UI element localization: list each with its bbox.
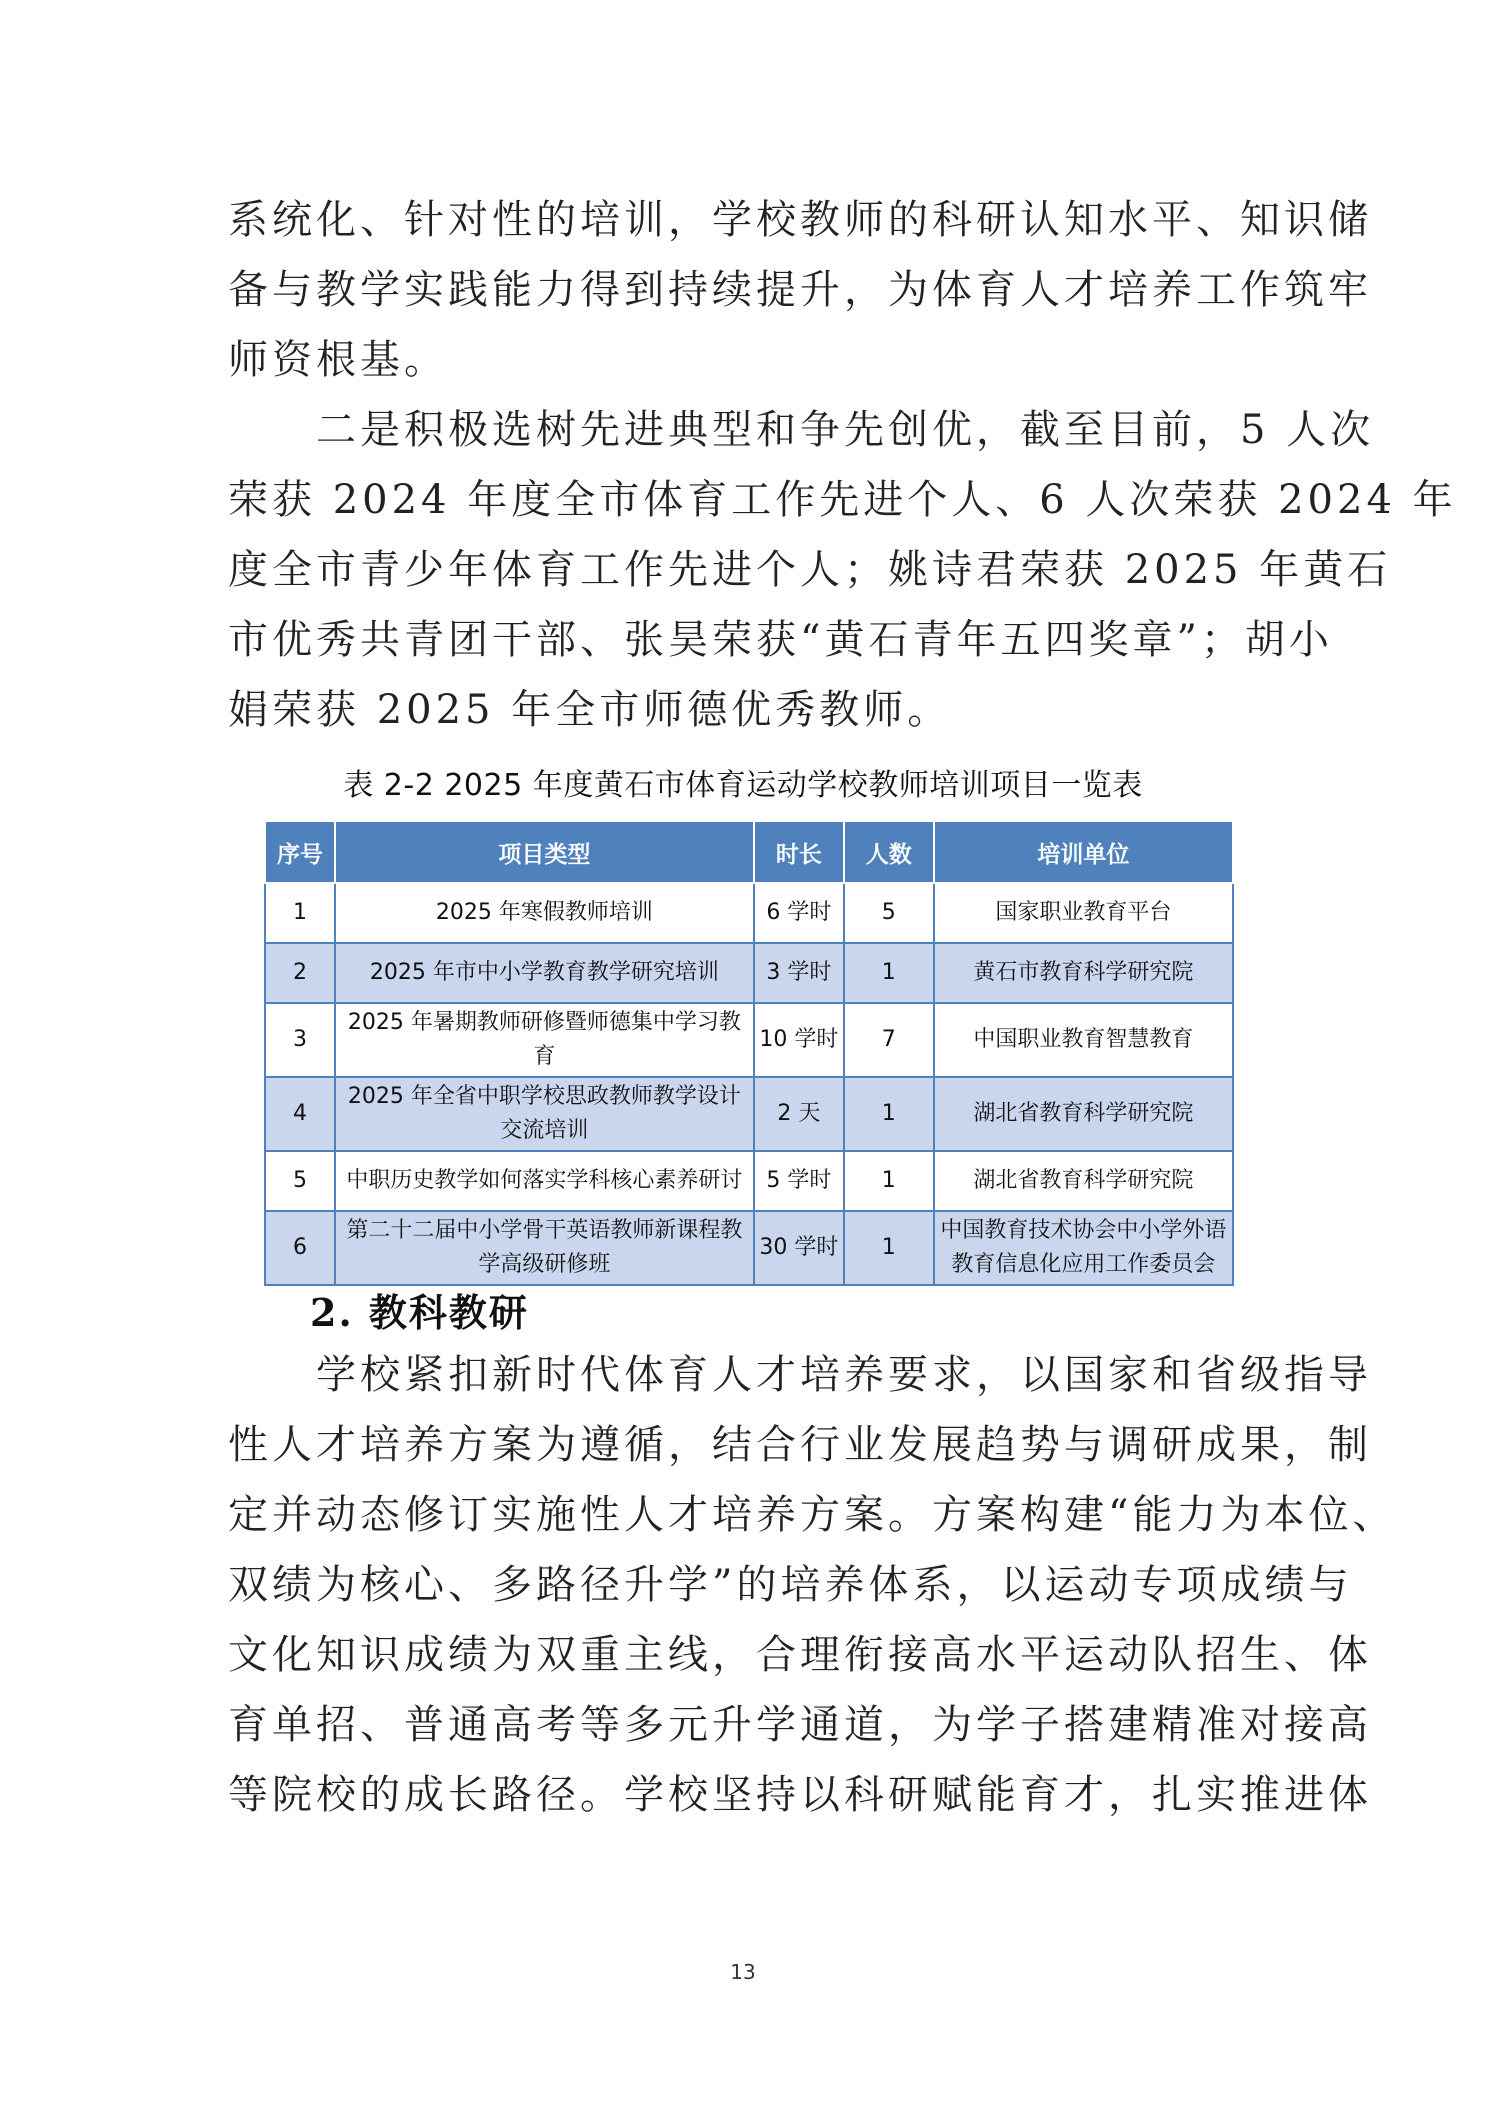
paragraph-3-line: 育单招、普通高考等多元升学通道，为学子搭建精准对接高	[228, 1702, 1372, 1748]
paragraph-3	[228, 1340, 1397, 1830]
table-row	[265, 943, 1233, 1003]
cell-type: 2025 年市中小学教育教学研究培训	[335, 943, 754, 1003]
cell-count: 1	[844, 1077, 934, 1151]
table-header-row	[265, 821, 1233, 883]
cell-unit: 湖北省教育科学研究院	[934, 1151, 1233, 1211]
cell-type: 第二十二届中小学骨干英语教师新课程教学高级研修班	[335, 1211, 754, 1285]
cell-unit: 黄石市教育科学研究院	[934, 943, 1233, 1003]
cell-no: 3	[265, 1003, 335, 1077]
table-row	[265, 1151, 1233, 1211]
paragraph-1-line: 师资根基。	[228, 337, 448, 383]
paragraph-2	[228, 395, 1457, 745]
cell-duration: 10 学时	[754, 1003, 844, 1077]
table-row	[265, 1077, 1233, 1151]
cell-type: 2025 年全省中职学校思政教师教学设计交流培训	[335, 1077, 754, 1151]
paragraph-3-line: 性人才培养方案为遵循，结合行业发展趋势与调研成果，制	[228, 1422, 1372, 1468]
section-heading: 2. 教科教研	[310, 1290, 529, 1335]
cell-unit: 国家职业教育平台	[934, 883, 1233, 943]
cell-no: 1	[265, 883, 335, 943]
paragraph-3-line: 双绩为核心、多路径升学”的培养体系，以运动专项成绩与	[228, 1562, 1353, 1608]
paragraph-1-line: 系统化、针对性的培训，学校教师的科研认知水平、知识储	[228, 197, 1372, 243]
paragraph-3-line: 文化知识成绩为双重主线，合理衔接高水平运动队招生、体	[228, 1632, 1372, 1678]
header-type: 项目类型	[335, 821, 754, 883]
table-row	[265, 1003, 1233, 1077]
table-row	[265, 883, 1233, 943]
table-row	[265, 1211, 1233, 1285]
cell-count: 1	[844, 1211, 934, 1285]
paragraph-2-line: 度全市青少年体育工作先进个人；姚诗君荣获 2025 年黄石	[228, 547, 1392, 593]
cell-duration: 30 学时	[754, 1211, 844, 1285]
paragraph-2-line: 娟荣获 2025 年全市师德优秀教师。	[228, 687, 952, 733]
paragraph-2-line: 荣获 2024 年度全市体育工作先进个人、6 人次荣获 2024 年	[228, 477, 1457, 523]
cell-count: 5	[844, 883, 934, 943]
cell-count: 1	[844, 943, 934, 1003]
header-duration: 时长	[754, 821, 844, 883]
paragraph-2-line: 二是积极选树先进典型和争先创优，截至目前，5 人次	[228, 407, 1375, 453]
paragraph-2-line: 市优秀共青团干部、张昊荣获“黄石青年五四奖章”；胡小	[228, 617, 1333, 663]
cell-type: 中职历史教学如何落实学科核心素养研讨	[335, 1151, 754, 1211]
cell-type: 2025 年暑期教师研修暨师德集中学习教育	[335, 1003, 754, 1077]
page-number: 13	[730, 1960, 756, 1984]
paragraph-3-line: 定并动态修订实施性人才培养方案。方案构建“能力为本位、	[228, 1492, 1397, 1538]
paragraph-3-line: 学校紧扣新时代体育人才培养要求，以国家和省级指导	[228, 1352, 1372, 1398]
cell-unit: 中国教育技术协会中小学外语教育信息化应用工作委员会	[934, 1211, 1233, 1285]
cell-duration: 5 学时	[754, 1151, 844, 1211]
cell-no: 4	[265, 1077, 335, 1151]
cell-duration: 6 学时	[754, 883, 844, 943]
cell-no: 6	[265, 1211, 335, 1285]
cell-count: 1	[844, 1151, 934, 1211]
cell-unit: 中国职业教育智慧教育	[934, 1003, 1233, 1077]
cell-no: 2	[265, 943, 335, 1003]
paragraph-3-line: 等院校的成长路径。学校坚持以科研赋能育才，扎实推进体	[228, 1772, 1372, 1818]
cell-unit: 湖北省教育科学研究院	[934, 1077, 1233, 1151]
header-unit: 培训单位	[934, 821, 1233, 883]
cell-duration: 3 学时	[754, 943, 844, 1003]
header-count: 人数	[844, 821, 934, 883]
cell-count: 7	[844, 1003, 934, 1077]
header-no: 序号	[265, 821, 335, 883]
cell-no: 5	[265, 1151, 335, 1211]
table-caption: 表 2-2 2025 年度黄石市体育运动学校教师培训项目一览表	[343, 768, 1143, 803]
training-table	[264, 820, 1234, 1286]
paragraph-1-line: 备与教学实践能力得到持续提升，为体育人才培养工作筑牢	[228, 267, 1372, 313]
paragraph-1	[228, 185, 1372, 395]
cell-duration: 2 天	[754, 1077, 844, 1151]
cell-type: 2025 年寒假教师培训	[335, 883, 754, 943]
